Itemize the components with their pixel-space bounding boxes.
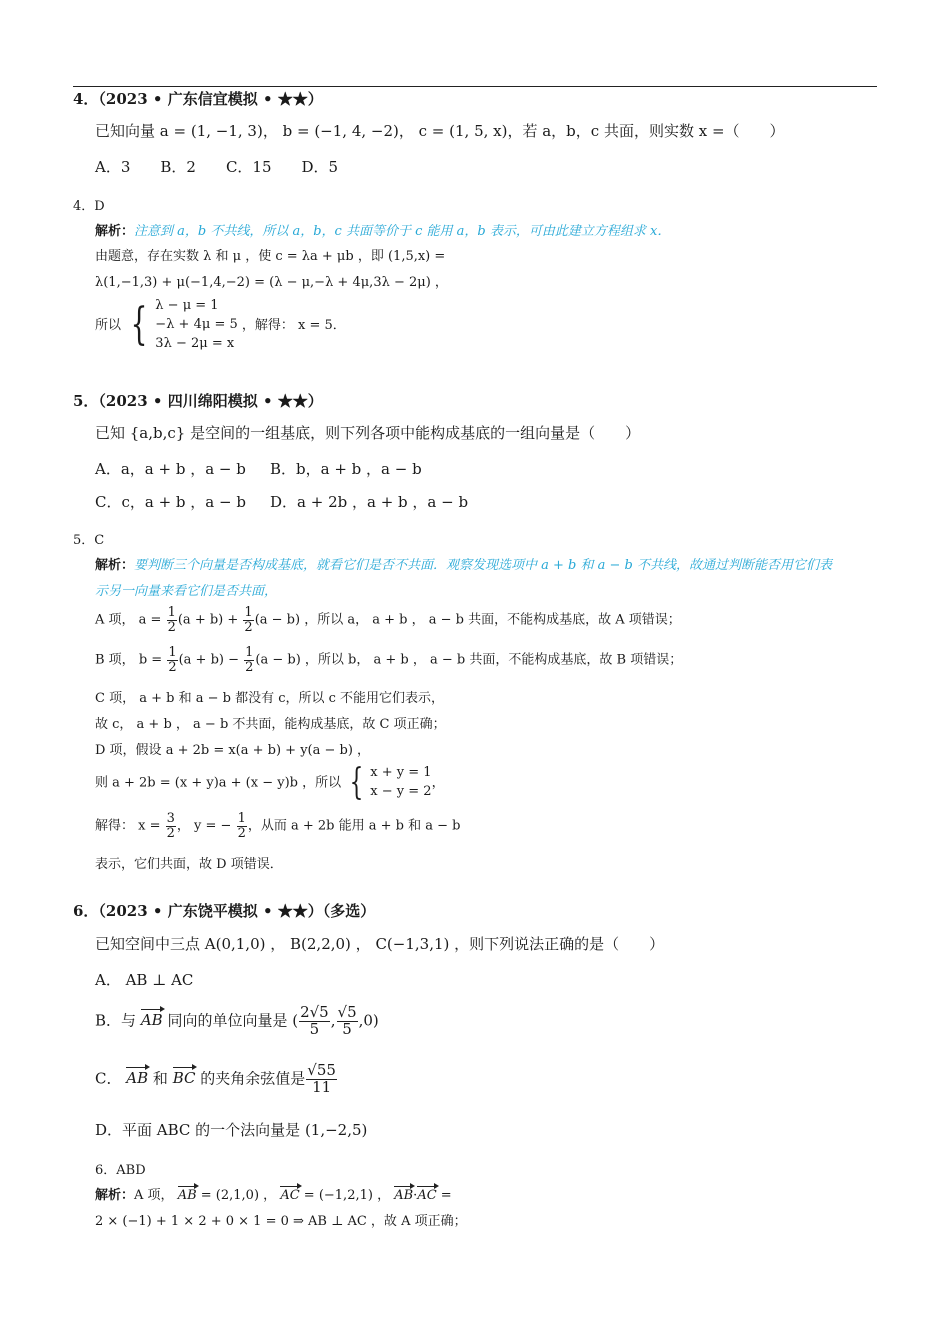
a5-hint1: 要判断三个向量是否构成基底，就看它们是否不共面．观察发现选项中 a + b 和 a − b 不共线，故通过判断能否用它们表 xyxy=(134,558,833,573)
a5-sys1: x + y = 1 xyxy=(370,765,432,780)
dot-operator: · xyxy=(413,1188,418,1203)
a5-line-d2 xyxy=(95,761,445,803)
half-fraction: $\frac{1}{2}$ xyxy=(167,605,176,635)
half-fraction: $\frac{1}{2}$ xyxy=(244,605,253,635)
a5-line-b-pre: B 项， b = xyxy=(95,652,163,668)
a5-hint-line2: 示另一向量来看它们是否共面， xyxy=(95,584,278,599)
a6-line2: 2 × (−1) + 1 × 2 + 0 × 1 = 0 ⇒ AB ⊥ AC ，故 A 项正确； xyxy=(95,1214,467,1229)
a5-line-d1: D 项，假设 a + 2b = x(a + b) + y(a − b) ， xyxy=(95,743,371,758)
q5-stem: 已知 {a,b,c} 是空间的一组基底，则下列各项中能构成基底的一组向量是（ ） xyxy=(95,424,641,442)
a5-label: 解析： xyxy=(95,558,135,573)
a5-sys2: x − y = 2 xyxy=(370,783,432,799)
q5-option-a: A．a，a + b ，a − b xyxy=(95,460,246,478)
a5-solve-line xyxy=(95,812,461,840)
vector-ab: AB xyxy=(177,1188,197,1203)
q6-option-c-mid: 和 xyxy=(152,1069,168,1088)
vector-ac: AC xyxy=(417,1188,437,1203)
q4-stem: 已知向量 a = (1, −1, 3)， b = (−1, 4, −2)， c = (1, 5, x)，若 a，b，c 共面，则实数 x =（ ） xyxy=(95,122,785,140)
a5-system xyxy=(370,764,431,802)
a4-answer: 4．D xyxy=(73,199,105,214)
a4-sys1: λ − μ = 1 xyxy=(155,298,219,313)
a6-label: 解析： xyxy=(95,1188,135,1203)
a5-line-c1: C 项， a + b 和 a − b 都没有 c，所以 c 不能用它们表示， xyxy=(95,691,445,706)
a5-line-b-mid: (a + b) − xyxy=(178,652,239,668)
unit-y-fraction: $\frac{√5}{5}$ xyxy=(337,1003,357,1038)
q4-vec-c: c = (1, 5, x) xyxy=(418,122,508,140)
a5-solve-post: ，从而 a + 2b 能用 a + b 和 a − b xyxy=(247,818,461,834)
q4-options: A．3 B．2 C．15 D．5 xyxy=(95,158,339,176)
q5-option-b: B．b，a + b ，a − b xyxy=(270,460,422,478)
a5-line-d2-post: ， xyxy=(431,775,445,791)
q6-option-c-pre: C． xyxy=(95,1069,122,1088)
q6-option-b-post: ,0) xyxy=(358,1011,379,1030)
three-halves-fraction: $\frac{3}{2}$ xyxy=(166,811,175,841)
a5-hint-line1 xyxy=(95,558,832,574)
q5-title: 5．（2023 • 四川绵阳模拟 • ★★） xyxy=(73,392,323,410)
half-fraction: $\frac{1}{2}$ xyxy=(168,645,177,675)
a5-line-c2: 故 c， a + b ， a − b 不共面，能构成基底，故 C 项正确； xyxy=(95,717,446,732)
q6-option-b: B．与 AB 同向的单位向量是 ( $\frac{2√5}{5}$ , $\frac{√5}{5}$ ,0) xyxy=(95,1003,379,1038)
a5-line-a-pre: A 项， a = xyxy=(95,612,162,628)
a4-hint-line xyxy=(95,224,670,240)
half-fraction: $\frac{1}{2}$ xyxy=(245,645,254,675)
q6-option-a: A． AB ⊥ AC xyxy=(95,971,194,989)
vector-ab: AB xyxy=(140,1011,163,1030)
a6-line1-post: = xyxy=(440,1188,452,1203)
a5-line-b-post: (a − b) ，所以 b， a + b ， a − b 共面，不能构成基底，故 B 项错误； xyxy=(255,652,683,668)
q5-option-c: C．c，a + b ，a − b xyxy=(95,493,246,511)
a5-solve-pre: 解得： x = xyxy=(95,818,161,834)
a4-system xyxy=(155,297,237,354)
q5-option-d: D．a + 2b ，a + b ，a − b xyxy=(270,493,469,511)
q6-option-b-mid: 同向的单位向量是 ( xyxy=(167,1011,299,1030)
a6-line1-mid2: = (−1,2,1) ， xyxy=(303,1188,391,1203)
vector-ac: AC xyxy=(280,1188,300,1203)
a5-brace: { xyxy=(349,761,364,803)
q6-option-d: D．平面 ABC 的一个法向量是 (1,−2,5) xyxy=(95,1121,368,1139)
a5-answer: 5．C xyxy=(73,533,105,548)
q6-stem: 已知空间中三点 A(0,1,0) ， B(2,2,0) ， C(−1,3,1) ，则下列说法正确的是（ ） xyxy=(95,935,665,953)
a5-line-a-mid: (a + b) + xyxy=(177,612,239,628)
q6-option-c xyxy=(95,1063,338,1096)
q4-vec-b: b = (−1, 4, −2) xyxy=(282,122,399,140)
a4-solve: ，解得： x = 5． xyxy=(241,317,346,333)
a6-answer: 6．ABD xyxy=(95,1163,146,1178)
cosine-fraction: $\frac{√55}{11}$ xyxy=(307,1061,336,1096)
vector-ab: AB xyxy=(394,1188,414,1203)
a5-line-a-post: (a − b) ，所以 a， a + b ， a − b 共面，不能构成基底，故 A 项错误； xyxy=(254,612,681,628)
vector-ab: AB xyxy=(126,1069,149,1088)
a6-line1 xyxy=(95,1188,452,1204)
a4-line2: λ(1,−1,3) + μ(−1,4,−2) = (λ − μ,−λ + 4μ,3λ − 2μ) ， xyxy=(95,275,448,290)
half-fraction: $\frac{1}{2}$ xyxy=(237,811,246,841)
unit-x-fraction: $\frac{2√5}{5}$ xyxy=(300,1003,329,1038)
a4-label: 解析： xyxy=(95,224,135,239)
vector-bc: BC xyxy=(172,1069,196,1088)
q4-title: 4．（2023 • 广东信宜模拟 • ★★） xyxy=(73,90,323,108)
a6-line1-mid1: = (2,1,0) ， xyxy=(200,1188,277,1203)
q6-title: 6．（2023 • 广东饶平模拟 • ★★）（多选） xyxy=(73,902,376,920)
a4-system-line xyxy=(95,297,346,354)
a4-line1: 由题意，存在实数 λ 和 μ ，使 c = λa + μb ，即 (1,5,x) = xyxy=(95,249,446,264)
q4-stem-a: 已知向量 xyxy=(95,122,156,140)
a5-line-b xyxy=(95,646,682,674)
a4-sys3: 3λ − 2μ = x xyxy=(155,335,235,351)
a4-brace: { xyxy=(130,299,148,351)
a4-hint: 注意到 a，b 不共线，所以 a，b，c 共面等价于 c 能用 a，b 表示，可由此建立方程组求 x． xyxy=(134,224,671,239)
a4-so: 所以 xyxy=(95,317,122,333)
a5-solve-mid: ， y = − xyxy=(176,818,232,834)
a5-last: 表示，它们共面，故 D 项错误． xyxy=(95,857,283,872)
q6-option-c-post: 的夹角余弦值是 xyxy=(200,1069,306,1088)
a6-line1-pre: A 项， xyxy=(134,1188,174,1203)
a5-line-a xyxy=(95,606,681,634)
top-rule xyxy=(73,86,877,87)
q4-stem-b: ，若 a，b，c 共面，则实数 x =（ ） xyxy=(507,122,785,140)
a4-sys2: −λ + 4μ = 5 xyxy=(155,316,238,332)
a5-line-d2-pre: 则 a + 2b = (x + y)a + (x − y)b ，所以 xyxy=(95,775,342,791)
q4-vec-a: a = (1, −1, 3) xyxy=(159,122,263,140)
q6-option-b-pre: B．与 xyxy=(95,1011,137,1030)
